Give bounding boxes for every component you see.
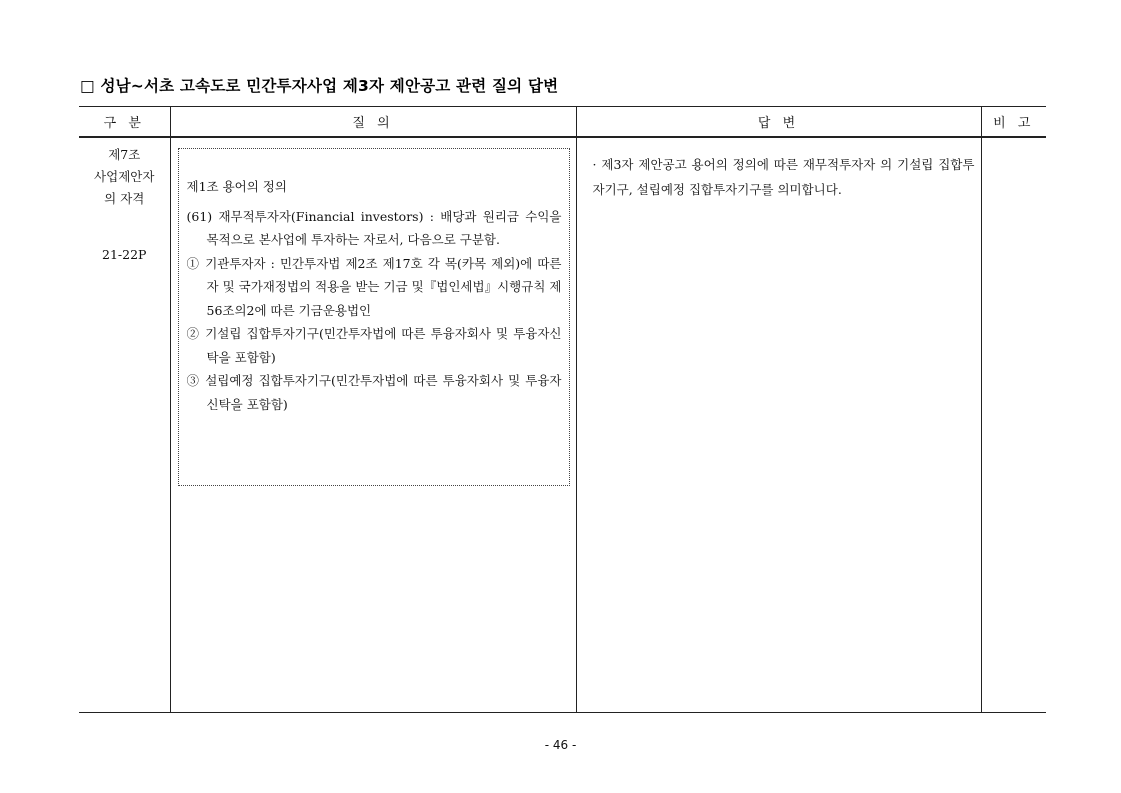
- answer-text: · 제3자 제안공고 용어의 정의에 따른 재무적투자자 의 기설립 집합투자기구, 설립예정 집합투자기구를 의미합니다.: [592, 157, 975, 197]
- header-note: 비 고: [981, 107, 1046, 138]
- note-cell: [981, 137, 1046, 713]
- page-number: - 46 -: [544, 738, 577, 752]
- header-answer: 답 변: [576, 107, 981, 138]
- page-reference: 21-22P: [102, 247, 147, 262]
- table-header-row: [79, 107, 1046, 138]
- question-item: (61) 재무적투자자(Financial investors) : 배당과 원리금 수익을 목적으로 본사업에 투자하는 자로서, 다음으로 구분함.: [186, 208, 562, 247]
- answer-cell: [576, 137, 981, 713]
- question-box: [178, 148, 570, 486]
- question-item: ① 기관투자자 : 민간투자법 제2조 제17호 각 목(카목 제외)에 따른 자 및 국가재정법의 적용을 받는 기금 및『법인세법』시행규칙 제56조의2에 따른 기금운용법인: [186, 255, 562, 318]
- category-cell: [79, 137, 170, 713]
- question-item: ② 기설립 집합투자기구(민간투자법에 따른 투융자회사 및 투융자신탁을 포함함): [186, 326, 562, 365]
- category-line: 사업제안자: [94, 169, 155, 184]
- header-question: 질 의: [170, 107, 576, 138]
- category-line: 의 자격: [104, 191, 145, 206]
- page-title: □ 성남~서초 고속도로 민간투자사업 제3자 제안공고 관련 질의 답변: [80, 77, 559, 95]
- question-cell: [170, 137, 576, 713]
- question-item: ③ 설립예정 집합투자기구(민간투자법에 따른 투융자회사 및 투융자신탁을 포함함): [186, 373, 562, 412]
- table-row: [79, 137, 1046, 713]
- qa-table: [79, 106, 1046, 713]
- question-heading: 제1조 용어의 정의: [186, 179, 287, 194]
- category-line: 제7조: [108, 147, 141, 162]
- header-category: 구 분: [79, 107, 170, 138]
